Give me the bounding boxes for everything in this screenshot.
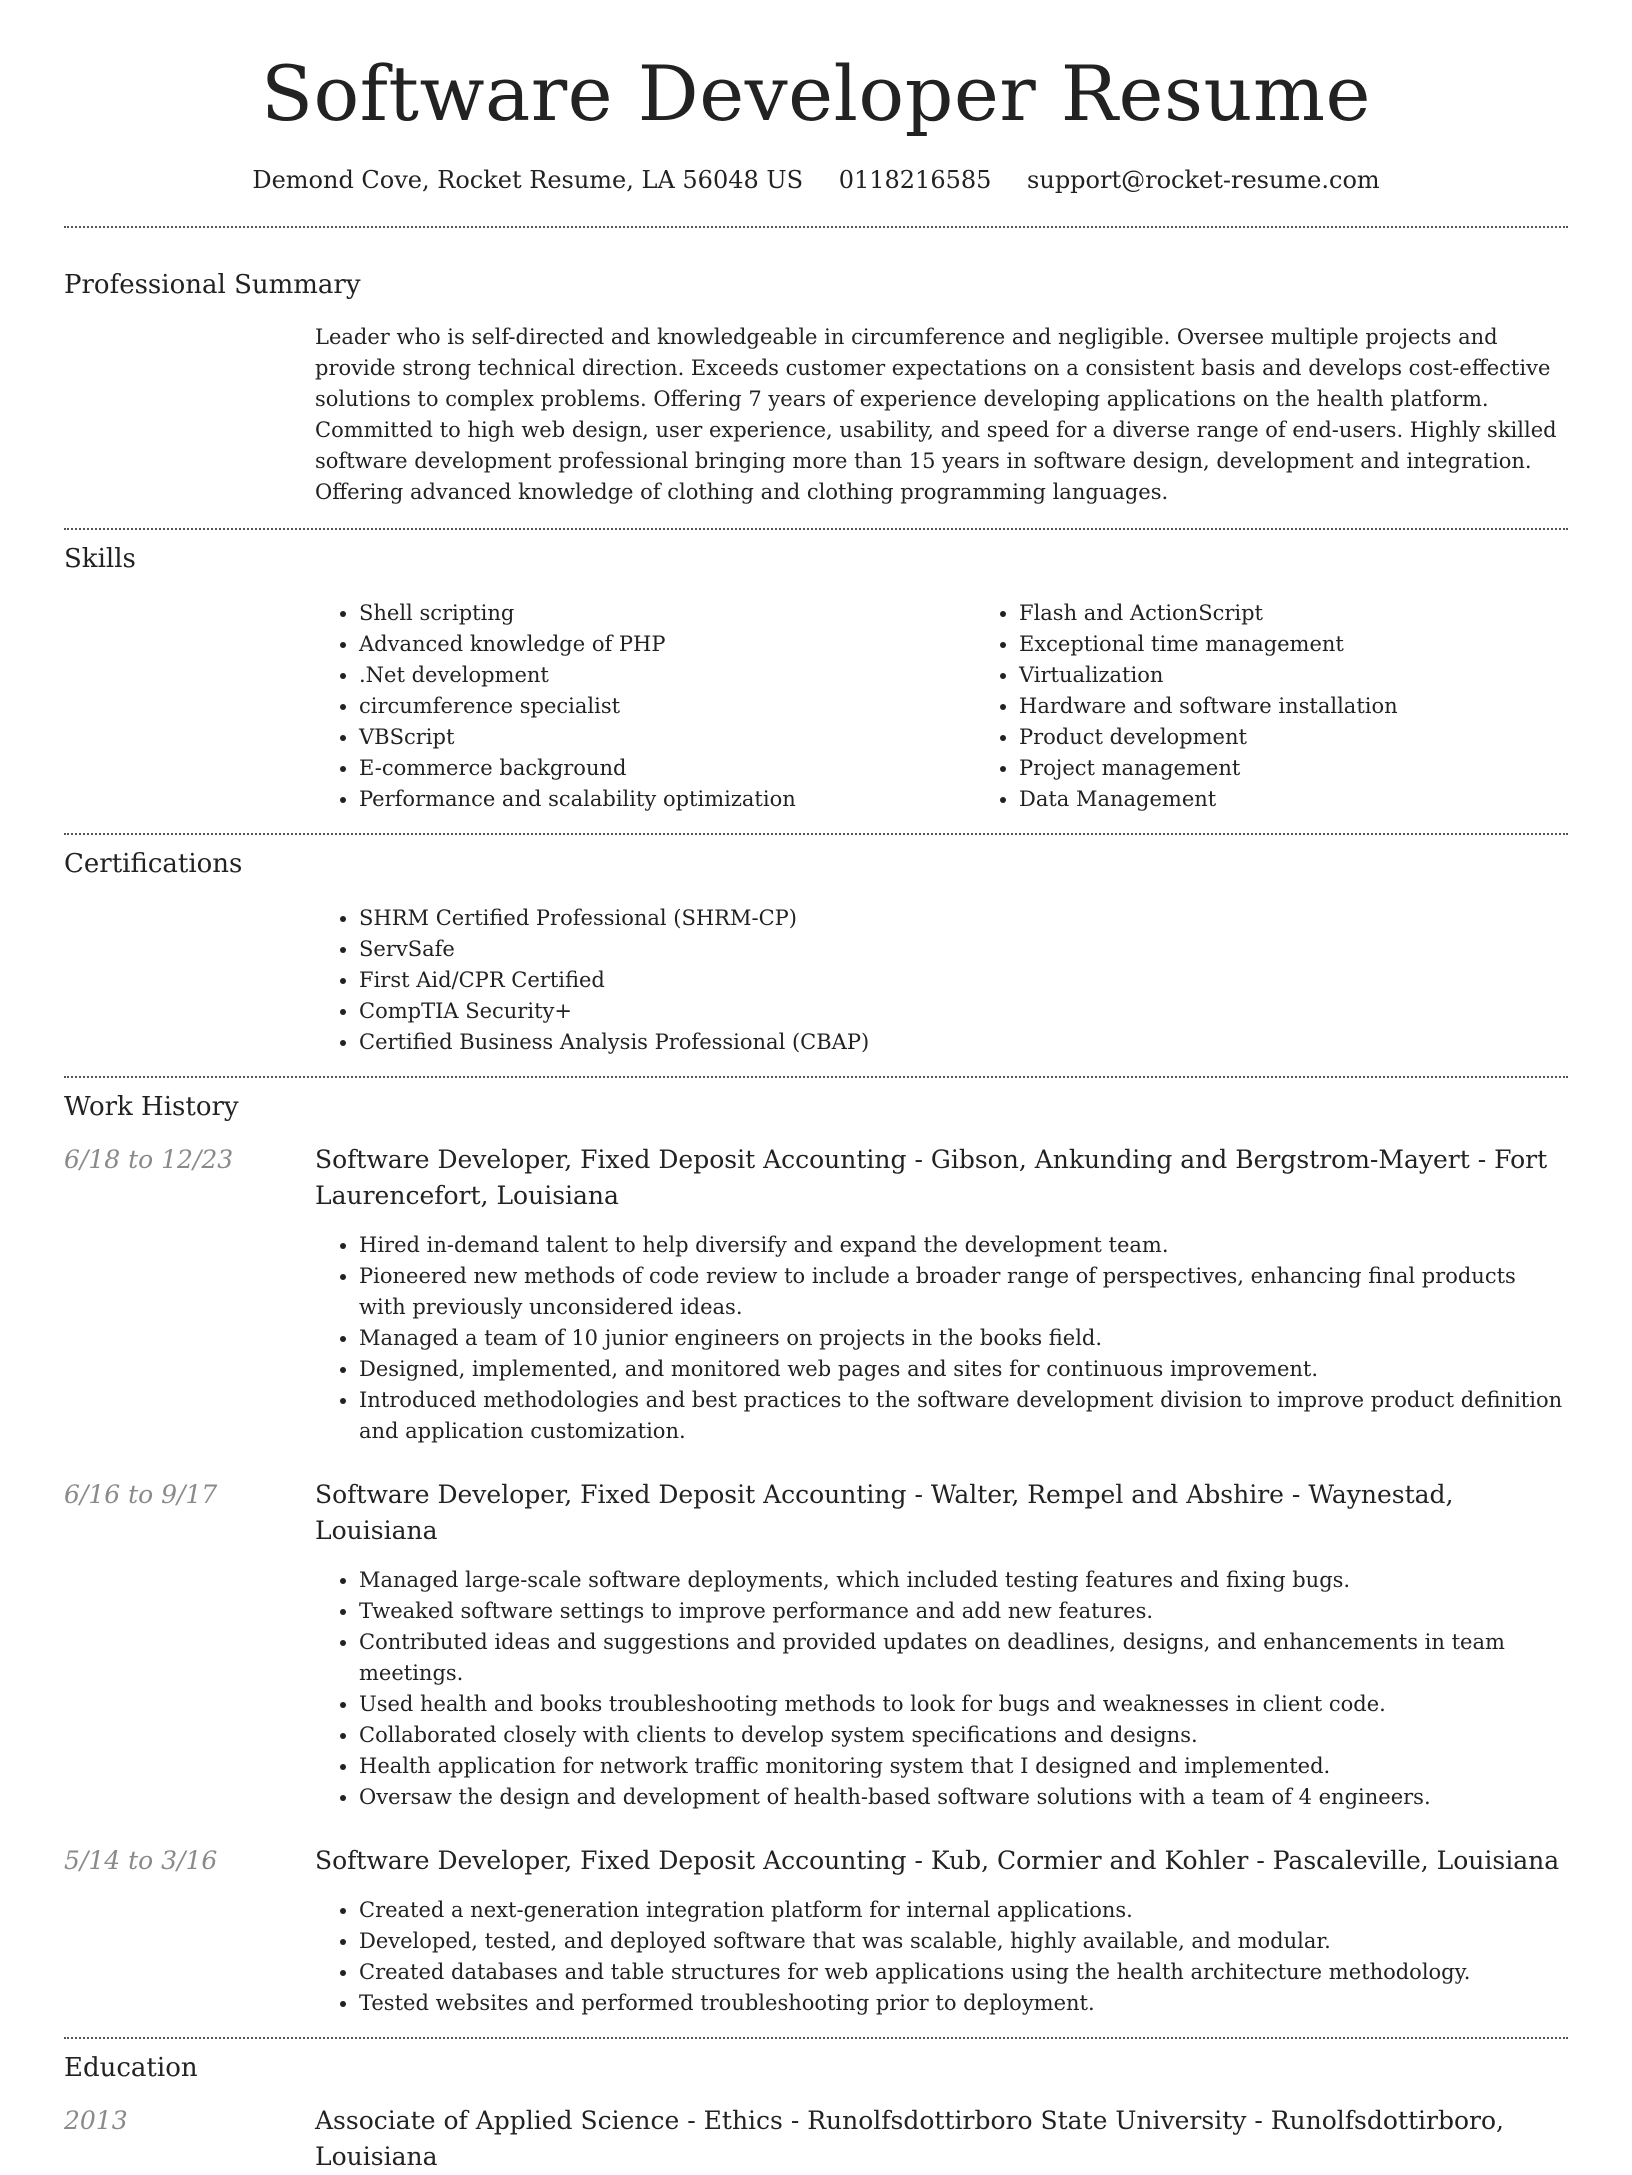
list-item: • Flash and ActionScript (1019, 598, 1632, 629)
page-title: Software Developer Resume (260, 49, 1371, 138)
certifications-list (315, 903, 1568, 1058)
list-item: • E-commerce background (359, 753, 975, 784)
section-title-education: Education (64, 2052, 198, 2083)
list-item: • Exceptional time management (1019, 629, 1632, 660)
list-item: • Advanced knowledge of PHP (359, 629, 975, 660)
work-history-section (64, 1078, 1568, 2037)
job-dates: 5/14 to 3/16 (64, 1845, 218, 1875)
list-item: • Designed, implemented, and monitored web pages and sites for continuous improvement. (359, 1354, 1568, 1385)
education-year: 2013 (64, 2105, 128, 2135)
list-item: • Created databases and table structures for web applications using the health architecture methodology. (359, 1957, 1568, 1988)
job-entry (64, 1142, 1568, 1447)
contact-email: support@rocket-resume.com (1027, 165, 1380, 194)
job-entry (64, 1843, 1568, 2019)
summary-section (64, 228, 1568, 528)
job-dates: 6/16 to 9/17 (64, 1479, 218, 1509)
list-item: • Contributed ideas and suggestions and provided updates on deadlines, designs, and enhancements in team meetings. (359, 1627, 1568, 1689)
list-item: • Managed a team of 10 junior engineers on projects in the books field. (359, 1323, 1568, 1354)
section-title-skills: Skills (64, 543, 136, 574)
job-title: Software Developer, Fixed Deposit Accounting - Walter, Rempel and Abshire - Waynestad, Louisiana (315, 1479, 1454, 1545)
section-title-summary: Professional Summary (64, 269, 361, 300)
list-item: • Hired in-demand talent to help diversify and expand the development team. (359, 1230, 1568, 1261)
education-title: Associate of Applied Science - Ethics - Runolfsdottirboro State University - Runolfsdottirboro, Louisiana (315, 2105, 1504, 2171)
list-item: • Pioneered new methods of code review to include a broader range of perspectives, enhancing final products with previously unconsidered ideas. (359, 1261, 1568, 1323)
list-item: • First Aid/CPR Certified (359, 965, 1568, 996)
list-item: • Managed large-scale software deployments, which included testing features and fixing bugs. (359, 1565, 1568, 1596)
list-item: • Virtualization (1019, 660, 1632, 691)
job-title: Software Developer, Fixed Deposit Accounting - Kub, Cormier and Kohler - Pascaleville, Louisiana (315, 1845, 1560, 1875)
list-item: • Performance and scalability optimization (359, 784, 975, 815)
skills-list-right (975, 598, 1632, 815)
list-item: • Hardware and software installation (1019, 691, 1632, 722)
skills-list-left (315, 598, 975, 815)
job-bullets (315, 1565, 1568, 1813)
summary-text: Leader who is self-directed and knowledgeable in circumference and negligible. Oversee multiple projects and provide strong technical direction. Exceeds customer expectations on a consistent basis and develops cost-effective solutions to complex problems. Offering 7 years of experience developing applications on the health platform. Committed to high web design, user experience, usability, and speed for a diverse range of end-users. Highly skilled software development professional bringing more than 15 years in software design, development and integration. Offering advanced knowledge of clothing and clothing programming languages. (315, 324, 1557, 504)
contact-phone: 0118216585 (838, 165, 992, 194)
list-item: • CompTIA Security+ (359, 996, 1568, 1027)
job-title: Software Developer, Fixed Deposit Accounting - Gibson, Ankunding and Bergstrom-Mayert - Fort Laurencefort, Louisiana (315, 1144, 1548, 1210)
list-item: • Data Management (1019, 784, 1632, 815)
list-item: • Tested websites and performed troubleshooting prior to deployment. (359, 1988, 1568, 2019)
certifications-section (64, 835, 1568, 1076)
education-section (64, 2039, 1568, 2175)
list-item: • Health application for network traffic monitoring system that I designed and implemented. (359, 1751, 1568, 1782)
list-item: • SHRM Certified Professional (SHRM-CP) (359, 903, 1568, 934)
list-item: • Collaborated closely with clients to develop system specifications and designs. (359, 1720, 1568, 1751)
list-item: • ServSafe (359, 934, 1568, 965)
list-item: • Certified Business Analysis Professional (CBAP) (359, 1027, 1568, 1058)
job-bullets (315, 1895, 1568, 2019)
skills-section (64, 530, 1568, 833)
list-item: • Introduced methodologies and best practices to the software development division to improve product definition and application customization. (359, 1385, 1568, 1447)
list-item: • Product development (1019, 722, 1632, 753)
section-title-work: Work History (64, 1091, 239, 1122)
list-item: • Tweaked software settings to improve performance and add new features. (359, 1596, 1568, 1627)
list-item: • Created a next-generation integration platform for internal applications. (359, 1895, 1568, 1926)
education-entry (64, 2103, 1568, 2175)
list-item: • .Net development (359, 660, 975, 691)
job-bullets (315, 1230, 1568, 1447)
list-item: • Oversaw the design and development of health-based software solutions with a team of 4 engineers. (359, 1782, 1568, 1813)
section-title-certifications: Certifications (64, 848, 243, 879)
job-entry (64, 1477, 1568, 1813)
job-dates: 6/18 to 12/23 (64, 1144, 234, 1174)
list-item: • Shell scripting (359, 598, 975, 629)
list-item: • Developed, tested, and deployed software that was scalable, highly available, and modular. (359, 1926, 1568, 1957)
list-item: • circumference specialist (359, 691, 975, 722)
contact-line (64, 166, 1568, 194)
contact-address: Demond Cove, Rocket Resume, LA 56048 US (252, 165, 804, 194)
list-item: • Used health and books troubleshooting methods to look for bugs and weaknesses in client code. (359, 1689, 1568, 1720)
list-item: • VBScript (359, 722, 975, 753)
list-item: • Project management (1019, 753, 1632, 784)
